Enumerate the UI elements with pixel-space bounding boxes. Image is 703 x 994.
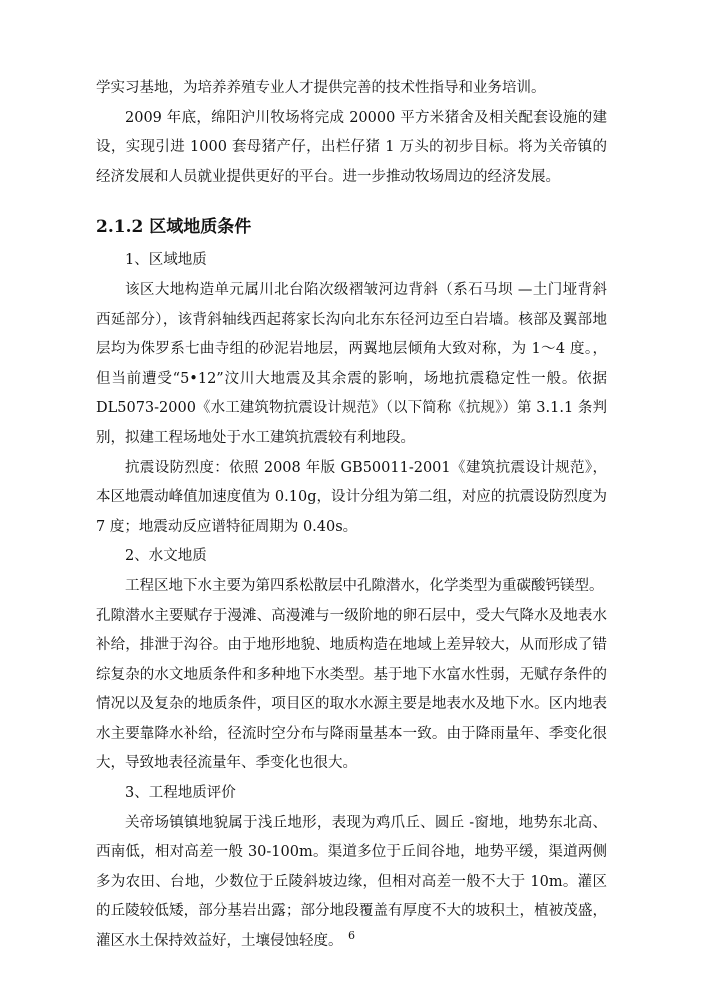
paragraph-2009-plan: 2009 年底，绵阳沪川牧场将完成 20000 平方米猪舍及相关配套设施的建设，实现引进 1000 套母猪产仔，出栏仔猪 1 万头的初步目标。将为关帝镇的经济发展和人员就业提供更好的平台。进一步推动牧场周边的经济发展。 bbox=[96, 109, 607, 185]
section-title: 2.1.2 区域地质条件 bbox=[96, 217, 252, 238]
paragraph-seismic-intensity: 抗震设防烈度：依照 2008 年版 GB50011-2001《建筑抗震设计规范》，本区地震动峰值加速度值为 0.10g，设计分组为第二组，对应的抗震设防烈度为 7 度；地震动反应谱特征周期为 0.40s。 bbox=[96, 459, 607, 535]
paragraph-intro: 学实习基地，为培养养殖专业人才提供完善的技术性指导和业务培训。 bbox=[96, 80, 546, 96]
subsection-title-hydrogeology: 2、水文地质 bbox=[125, 548, 207, 565]
subsection-title-regional-geology: 1、区域地质 bbox=[125, 252, 207, 269]
paragraph-pore-water: 孔隙潜水主要赋存于漫滩、高漫滩与一级阶地的卵石层中，受大气降水及地表水补给，排泄于沟谷。由于地形地貌、地质构造在地域上差异较大，从而形成了错综复杂的水文地质条件和多种地下水类型。基于地下水富水性弱，无赋存条件的情况以及复杂的地质条件，项目区的取水水源主要是地表水及地下水。区内地表水主要靠降水补给，径流时空分布与降雨量基本一致。由于降雨量年、季变化很大，导致地表径流量年、季变化也很大。 bbox=[96, 607, 607, 772]
paragraph-engineering-geology: 关帝场镇镇地貌属于浅丘地形，表现为鸡爪丘、圆丘 -窗地，地势东北高、西南低，相对高差一般 30-100m。渠道多位于丘间谷地，地势平缓，渠道两侧多为农田、台地，少数位于丘陵斜坡边缘，但相对高差一般不大于 10m。灌区的丘陵较低矮，部分基岩出露；部分地段覆盖有厚度不大的坡积土，植被茂盛，灌区水土保持效益好，土壤侵蚀轻度。 bbox=[96, 814, 607, 950]
subsection-title-engineering-geology: 3、工程地质评价 bbox=[125, 785, 236, 802]
page-number: 6 bbox=[348, 929, 355, 942]
paragraph-regional-geology: 该区大地构造单元属川北台陷次级褶皱河边背斜（系石马坝 —土门垭背斜西延部分），该背斜轴线西起蒋家长沟向北东东径河边至白岩墙。核部及翼部地层均为侏罗系七曲寺组的砂泥岩地层，两翼地层倾角大致对称，为 1～4 度。，但当前遭受“5•12”汶川大地震及其余震的影响，场地抗震稳定性一般。依据 DL5073-2000《水工建筑物抗震设计规范》（以下简称《抗规》）第 3.1.1 条判别，拟建工程场地处于水工建筑抗震较有利地段。 bbox=[96, 281, 607, 446]
paragraph-groundwater-type: 工程区地下水主要为第四系松散层中孔隙潜水，化学类型为重碳酸钙镁型。 bbox=[125, 577, 604, 594]
